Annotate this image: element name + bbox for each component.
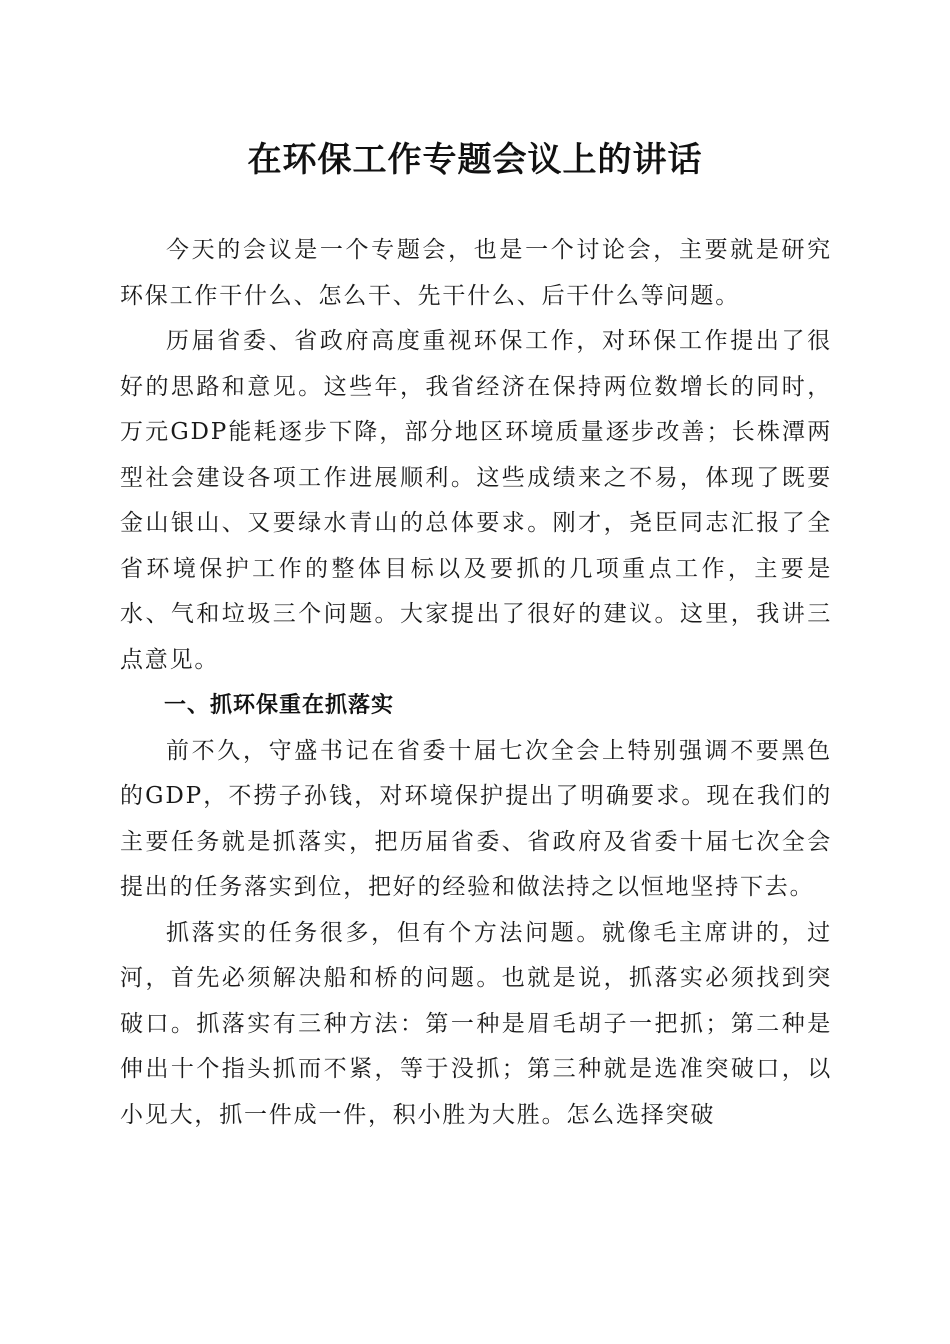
document-body <box>120 228 832 1138</box>
document-title: 在环保工作专题会议上的讲话 <box>247 140 703 180</box>
paragraph-section-2: 抓落实的任务很多，但有个方法问题。就像毛主席讲的，过河，首先必须解决船和桥的问题。也就是说，抓落实必须找到突破口。抓落实有三种方法：第一种是眉毛胡子一把抓；第二种是伸出十个指头抓而不紧，等于没抓；第三种就是选准突破口，以小见大，抓一件成一件，积小胜为大胜。怎么选择突破 <box>120 919 832 1128</box>
paragraph-intro: 今天的会议是一个专题会，也是一个讨论会，主要就是研究环保工作干什么、怎么干、先干什么、后干什么等问题。 <box>120 237 832 309</box>
section-heading: 一、抓环保重在抓落实 <box>164 693 395 718</box>
paragraph-section-1: 前不久，守盛书记在省委十届七次全会上特别强调不要黑色的GDP，不捞子孙钱，对环境保护提出了明确要求。现在我们的主要任务就是抓落实，把历届省委、省政府及省委十届七次全会提出的任务落实到位，把好的经验和做法持之以恒地坚持下去。 <box>120 737 832 900</box>
paragraph-background: 历届省委、省政府高度重视环保工作，对环保工作提出了很好的思路和意见。这些年，我省经济在保持两位数增长的同时，万元GDP能耗逐步下降，部分地区环境质量逐步改善；长株潭两型社会建设各项工作进展顺利。这些成绩来之不易，体现了既要金山银山、又要绿水青山的总体要求。刚才，尧臣同志汇报了全省环境保护工作的整体目标以及要抓的几项重点工作，主要是水、气和垃圾三个问题。大家提出了很好的建议。这里，我讲三点意见。 <box>120 328 832 673</box>
